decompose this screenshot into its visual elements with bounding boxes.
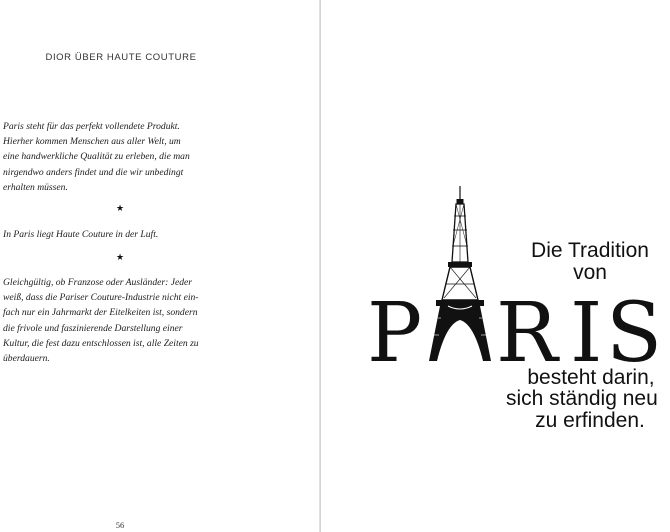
text-line: In Paris liegt Haute Couture in der Luft. — [3, 229, 159, 240]
text-line: Hierher kommen Menschen aus aller Welt, um — [3, 136, 181, 148]
tagline-line: Die Tradition — [531, 239, 649, 262]
text-line: Gleichgültig, ob Franzose oder Ausländer: Jeder — [3, 277, 193, 288]
headline-letter-s: S — [606, 286, 663, 381]
text-line: Paris steht für das perfekt vollendete Produkt. — [3, 121, 180, 132]
text-line: überdauern. — [3, 353, 50, 365]
headline-letter-r: R — [496, 286, 558, 381]
page-number: 56 — [115, 520, 125, 530]
headline-letter-p: P — [367, 286, 423, 381]
text-line: eine handwerkliche Qualität zu erleben, die man — [3, 151, 190, 163]
tagline-line: zu erfinden. — [535, 409, 645, 432]
tagline-line: sich ständig neu — [506, 387, 658, 410]
star-separator: ★ — [115, 203, 125, 213]
running-head: DIOR ÜBER HAUTE COUTURE — [45, 52, 197, 63]
text-line: weiß, dass die Pariser Couture-Industrie nicht ein- — [3, 292, 199, 304]
headline-letter-i: I — [570, 286, 603, 381]
eiffel-tower-icon — [429, 186, 491, 361]
text-line: nirgendwo anders findet und die wir unbedingt — [3, 166, 184, 178]
text-line: die frivole und faszinierende Darstellung einer — [3, 322, 183, 334]
tagline-line: besteht darin, — [527, 366, 655, 389]
text-line: fach nur ein Jahrmarkt der Eitelkeiten ist, sondern — [3, 307, 198, 319]
text-line: erhalten müssen. — [3, 181, 68, 193]
star-separator: ★ — [115, 252, 125, 262]
text-line: Kultur, die fest dazu entschlossen ist, alle Zeiten zu — [3, 337, 199, 349]
tagline-line: von — [573, 261, 607, 284]
